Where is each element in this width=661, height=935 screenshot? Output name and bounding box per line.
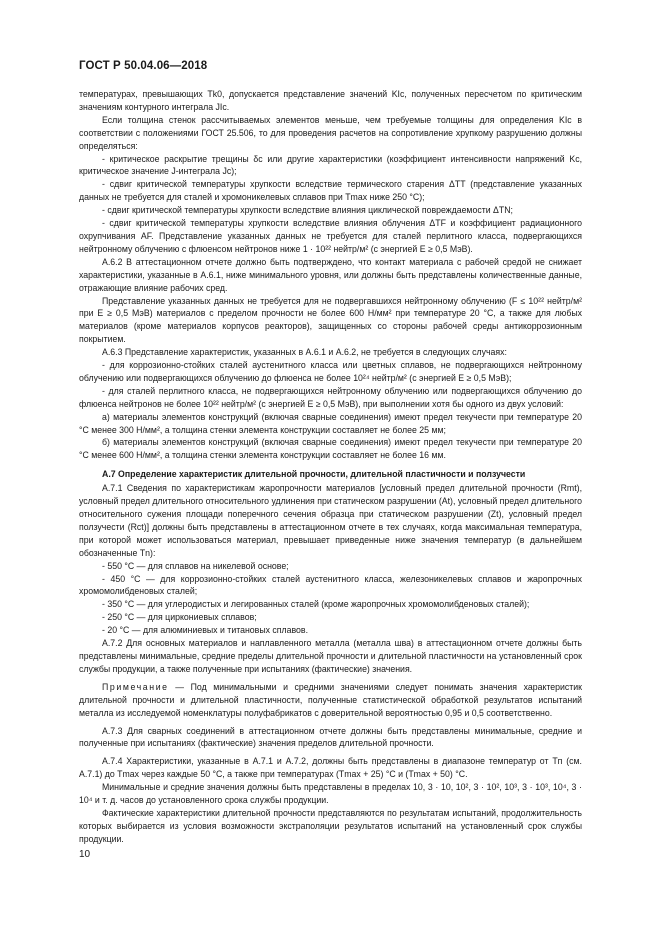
paragraph-a-7-4: А.7.4 Характеристики, указанные в А.7.1 и А.7.2, должны быть представлены в диапазоне температур от Tп (см. А.7.1) до Tmax через каждые 50 °C, а также при температурах (Tmax + 25) °C и (Tmax + 50) °C. xyxy=(79,756,582,780)
list-item-250: - 250 °C — для циркониевых сплавов; xyxy=(102,612,257,623)
note-text: — Под минимальными и средними значениями следует понимать значения характеристик длительной прочности и длительной пластичности, полученные статистической обработкой результатов испытаний металла из исследуемой номенклатуры полуфабрикатов с доверительной вероятностью 0,95 и 0,5 соответственно. xyxy=(79,681,583,718)
paragraph-a-7-3: А.7.3 Для сварных соединений в аттестационном отчете должны быть представлены минимальные, средние и полученные при испытаниях (фактические) значения пределов длительной прочности. xyxy=(79,725,582,749)
paragraph-min-mean-values: Минимальные и средние значения должны быть представлены в пределах 10, 3 · 10, 10², 3 · 10², 10³, 3 · 10³, 10⁴, 3 · 10⁴ и т. д. часов до установленного срока службы продукции. xyxy=(79,782,582,806)
list-item-crack-opening: - критическое раскрытие трещины δc или другие характеристики (коэффициент интенсивности напряжений Kc, критическое значение J-интеграла Jc); xyxy=(79,153,582,177)
paragraph-continuation: температурах, превышающих Tk0, допускается представление значений KIc, полученных пересчетом по критическим значениям контурного интеграла JIc. xyxy=(79,89,582,112)
list-item-cyclic-damage-shift: - сдвиг критической температуры хрупкости вследствие влияния циклической повреждаемости ΔTN; xyxy=(102,205,513,216)
list-item-20: - 20 °C — для алюминиевых и титановых сплавов. xyxy=(102,625,309,636)
list-item-450: - 450 °C — для коррозионно-стойких сталей аустенитного класса, железоникелевых сплавов и жаропрочных хромомолибденовых сталей; xyxy=(79,573,582,597)
paragraph-a-7-2: А.7.2 Для основных материалов и наплавленного металла (металла шва) в аттестационном отчете должны быть представлены минимальные, средние пределы длительной прочности и длительной пластичности на установленный срок службы продукции, а также полученные при испытаниях (фактические) значения. xyxy=(79,638,582,674)
section-title-a-7: А.7 Определение характеристик длительной прочности, длительной пластичности и ползучести xyxy=(102,469,526,480)
list-item-thermal-aging-shift: - сдвиг критической температуры хрупкости вследствие термического старения ΔTT (представление указанных данных не требуется для сталей и хромоникелевых сплавов при Tmax ниже 250 °C); xyxy=(79,179,582,203)
paragraph-a-6-2: А.6.2 В аттестационном отчете должно быть подтверждено, что контакт материала с рабочей средой не снижает характеристики, указанные в А.6.1, ниже минимального уровня, или должны быть представлены количественные данные, отражающие влияние рабочих сред. xyxy=(79,256,582,293)
list-item-austenitic-steels: - для коррозионно-стойких сталей аустенитного класса или цветных сплавов, не подвергающихся нейтронному облучению или подвергающихся облучению до флюенса не более 10²⁴ нейтр/м² (с энергией E ≥ 0,5 МэВ); xyxy=(79,360,582,383)
paragraph-a-6-3: А.6.3 Представление характеристик, указанных в А.6.1 и А.6.2, не требуется в следующих случаях: xyxy=(102,347,507,358)
document-body xyxy=(79,88,582,846)
paragraph-actual-characteristics: Фактические характеристики длительной прочности представляются по результатам испытаний, продолжительность которых выбирается из условия возможности экстраполяции результатов испытаний на установленный срок службы продукции. xyxy=(79,807,582,844)
paragraph-wall-thickness: Если толщина стенок рассчитываемых элементов меньше, чем требуемые толщины для определения KIc в соответствии с положениями ГОСТ 25.506, то для проведения расчетов на сопротивление хрупкому разрушению должны определяться: xyxy=(79,114,582,151)
paragraph-not-required-irradiation: Представление указанных данных не требуется для не подвергавшихся нейтронному облучению (F ≤ 10²² нейтр/м² при E ≥ 0,5 МэВ) материалов с пределом прочности не более 600 Н/мм² при температуре 20 °C, а также для любых материалов (кроме материалов корпусов реакторов), защищенных со стороны рабочей среды антикоррозионным покрытием. xyxy=(79,295,582,345)
list-item-condition-a: а) материалы элементов конструкций (включая сварные соединения) имеют предел текучести при температуре 20 °C менее 300 Н/мм², а толщина стенки элемента конструкции составляет не более 25 мм; xyxy=(79,411,582,435)
list-item-350: - 350 °C — для углеродистых и легированных сталей (кроме жаропрочных хромомолибденовых сталей); xyxy=(102,599,530,610)
page-number: 10 xyxy=(79,849,91,860)
list-item-pearlitic-steels: - для сталей перлитного класса, не подвергающихся нейтронному облучению или подвергающихся облучению до флюенса нейтронов не более 10²² нейтр/м² (с энергией E ≥ 0,5 МэВ), при выполнении хотя бы одного из двух условий: xyxy=(79,385,582,409)
note-label: Примечание xyxy=(102,681,169,692)
note-paragraph xyxy=(79,681,582,720)
list-item-irradiation-shift: - сдвиг критической температуры хрупкости вследствие влияния облучения ΔTF и коэффициент радиационного охрупчивания AF. Представление указанных данных не требуется для сталей перлитного класса, подвергающихся нейтронному облучению с флюенсом нейтронов ниже 1 · 10²² нейтр/м² (с энергией E ≥ 0,5 МэВ). xyxy=(79,218,582,254)
document-header: ГОСТ Р 50.04.06—2018 xyxy=(79,60,208,72)
list-item-condition-b: б) материалы элементов конструкций (включая сварные соединения) имеют предел текучести при температуре 20 °C менее 600 Н/мм², а толщина стенки элемента конструкции составляет не более 16 мм. xyxy=(79,437,582,461)
paragraph-a-7-1: А.7.1 Сведения по характеристикам жаропрочности материалов [условный предел длительной прочности (Rmt), условный предел длительного относительного удлинения при статическом разрушении (At), условный предел длительного относительного сужения площади поперечного сечения образца при статическом разрушении (Zt), условный предел ползучести (Rct)] должны быть представлены в аттестационном отчете в тех случаях, когда максимальная температура, при которой может использоваться материал, превышает приведенные ниже значения температур (в дальнейшем обозначенные Tn): xyxy=(79,483,582,558)
list-item-550: - 550 °C — для сплавов на никелевой основе; xyxy=(102,560,289,571)
